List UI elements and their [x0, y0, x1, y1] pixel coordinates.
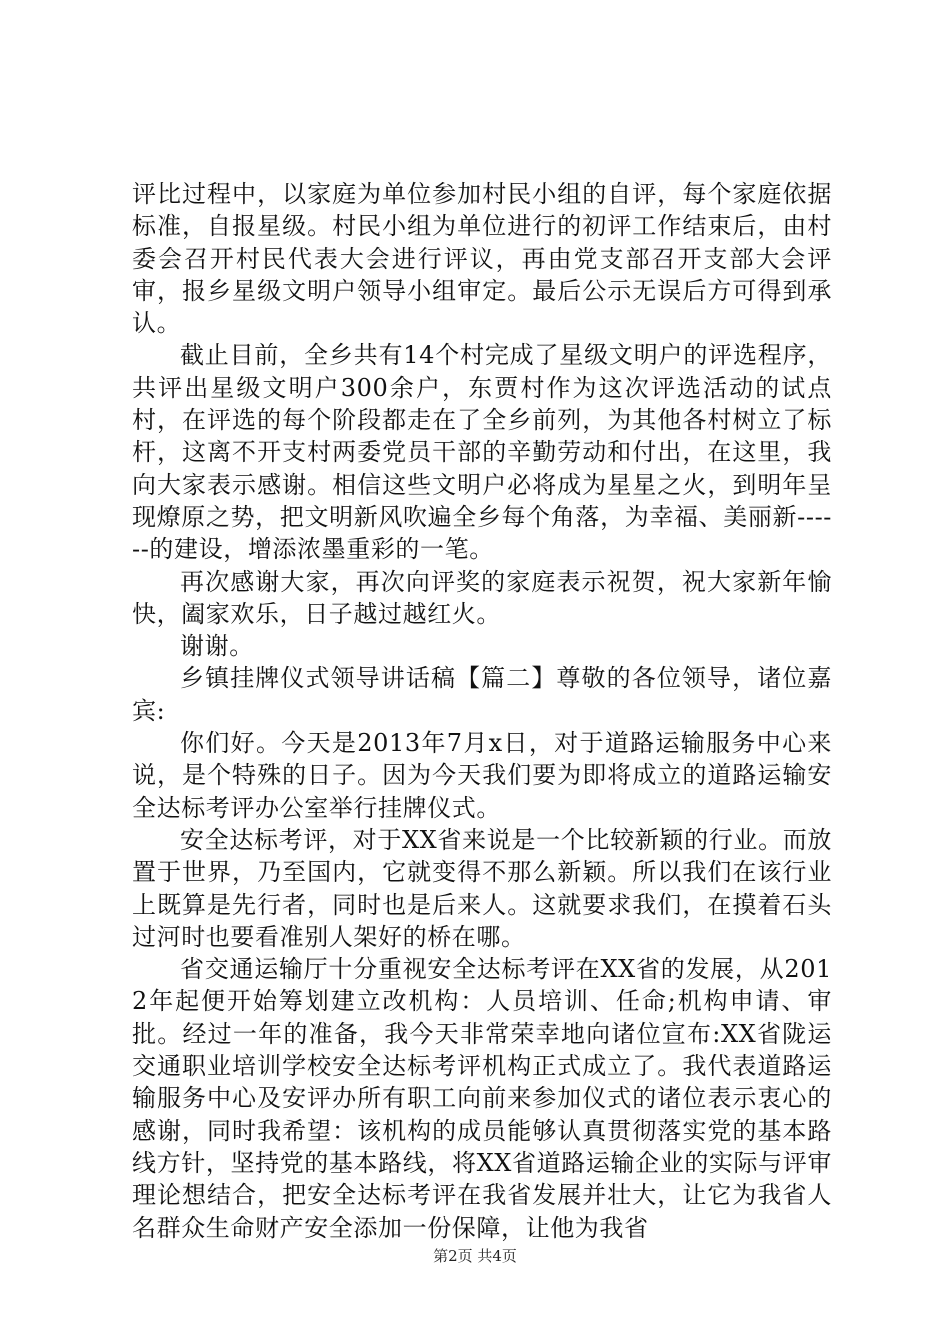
paragraph-5: 乡镇挂牌仪式领导讲话稿【篇二】尊敬的各位领导，诸位嘉宾:: [132, 664, 832, 725]
page-footer: [0, 1246, 950, 1266]
paragraph-1: 评比过程中，以家庭为单位参加村民小组的自评，每个家庭依据标准，自报星级。村民小组为单位进行的初评工作结束后，由村委会召开村民代表大会进行评议，再由党支部召开支部大会评审，报乡星级文明户领导小组审定。最后公示无误后方可得到承认。: [132, 180, 832, 338]
paragraph-4: 谢谢。: [180, 632, 254, 661]
paragraph-7: 安全达标考评，对于XX省来说是一个比较新颖的行业。而放置于世界，乃至国内，它就变得不那么新颖。所以我们在该行业上既算是先行者，同时也是后来人。这就要求我们，在摸着石头过河时也要看准别人架好的桥在哪。: [132, 825, 832, 951]
document-body: [132, 178, 832, 1244]
page-number-label: 第2页 共4页: [433, 1247, 517, 1265]
paragraph-6: 你们好。今天是2013年7月x日，对于道路运输服务中心来说，是个特殊的日子。因为今天我们要为即将成立的道路运输安全达标考评办公室举行挂牌仪式。: [132, 729, 832, 822]
paragraph-2: 截止目前，全乡共有14个村完成了星级文明户的评选程序，共评出星级文明户300余户，东贾村作为这次评选活动的试点村，在评选的每个阶段都走在了全乡前列，为其他各村树立了标杆，这离不开支村两委党员干部的辛勤劳动和付出，在这里，我向大家表示感谢。相信这些文明户必将成为星星之火，到明年呈现燎原之势，把文明新风吹遍全乡每个角落，为幸福、美丽新------的建设，增添浓墨重彩的一笔。: [132, 341, 832, 564]
paragraph-3: 再次感谢大家，再次向评奖的家庭表示祝贺，祝大家新年愉快，阖家欢乐，日子越过越红火。: [132, 567, 832, 628]
paragraph-8: 省交通运输厅十分重视安全达标考评在XX省的发展，从2012年起便开始筹划建立改机构：人员培训、任命;机构申请、审批。经过一年的准备，我今天非常荣幸地向诸位宣布:XX省陇运交通职业培训学校安全达标考评机构正式成立了。我代表道路运输服务中心及安评办所有职工向前来参加仪式的诸位表示衷心的感谢，同时我希望：该机构的成员能够认真贯彻落实党的基本路线方针，坚持党的基本路线，将XX省道路运输企业的实际与评审理论想结合，把安全达标考评在我省发展并壮大，让它为我省人名群众生命财产安全添加一份保障，让他为我省: [132, 955, 832, 1242]
